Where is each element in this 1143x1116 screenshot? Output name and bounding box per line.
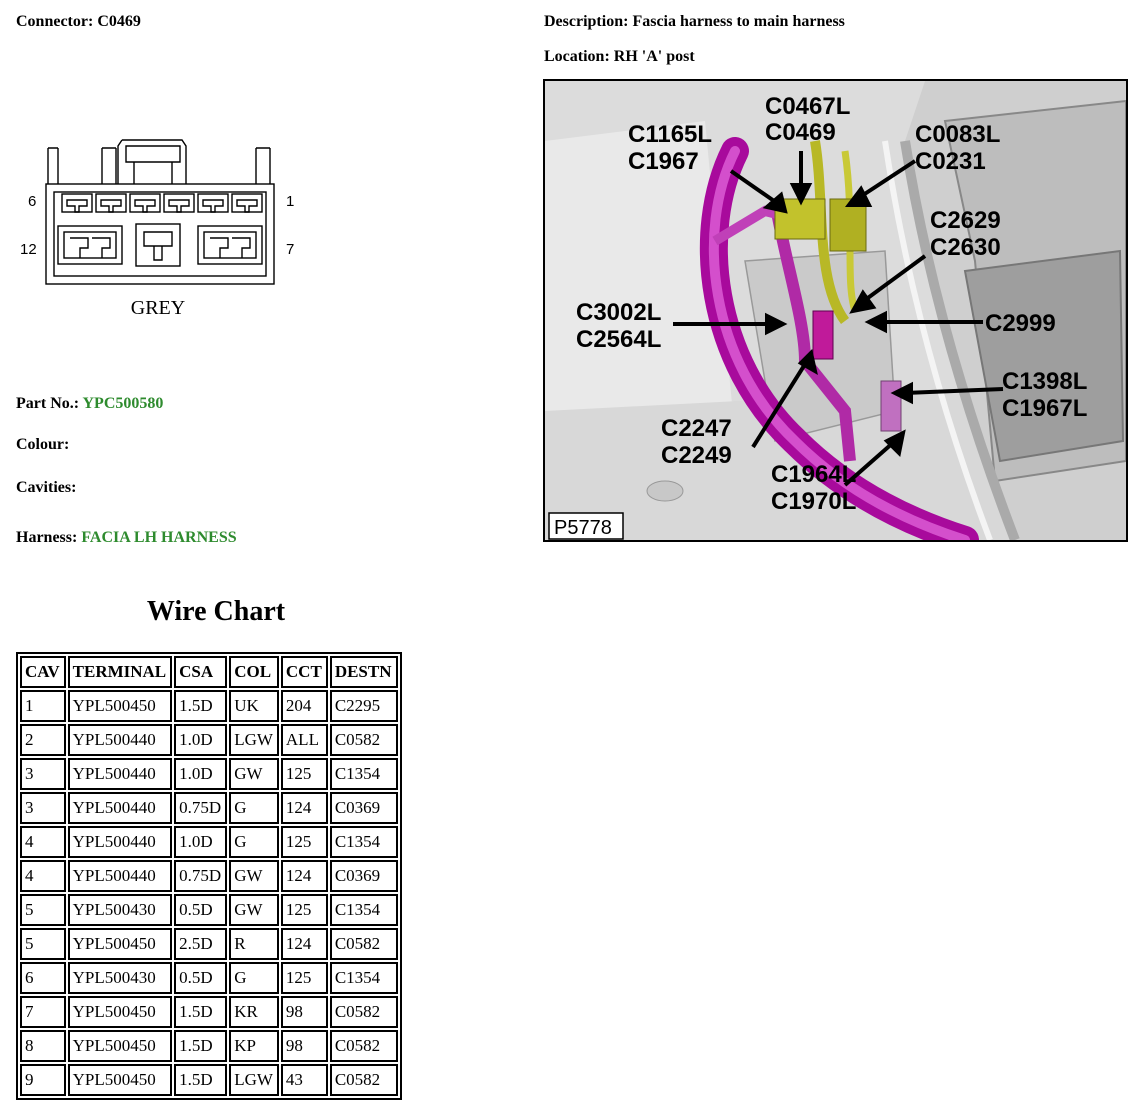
- cell-col: KP: [229, 1030, 279, 1062]
- cell-destn: C0582: [330, 928, 398, 960]
- wire-chart-table: [16, 652, 402, 1100]
- cell-cct: 125: [281, 758, 328, 790]
- cell-csa: 1.5D: [174, 690, 227, 722]
- cell-terminal: YPL500430: [68, 962, 173, 994]
- callout-c1165l: C1165L: [628, 121, 713, 148]
- cell-cav: 6: [20, 962, 66, 994]
- column-header-terminal: TERMINAL: [68, 656, 173, 688]
- wire-chart-body: [20, 690, 398, 1096]
- cell-destn: C2295: [330, 690, 398, 722]
- cell-destn: C0582: [330, 1064, 398, 1096]
- cell-csa: 0.75D: [174, 792, 227, 824]
- cell-col: GW: [229, 758, 279, 790]
- cell-cct: 43: [281, 1064, 328, 1096]
- location-heading: [544, 48, 695, 66]
- harness-row: [16, 529, 237, 547]
- callout-c1398l: C1398L: [1002, 368, 1088, 395]
- pin-label-12: 12: [20, 241, 37, 258]
- cell-destn: C1354: [330, 894, 398, 926]
- table-row: [20, 996, 398, 1028]
- harness-value: FACIA LH HARNESS: [81, 529, 237, 546]
- callout-c1970l: C1970L: [771, 488, 857, 515]
- cell-csa: 1.5D: [174, 996, 227, 1028]
- connector-id: C0469: [97, 13, 141, 30]
- cell-cav: 8: [20, 1030, 66, 1062]
- colour-label: Colour:: [16, 436, 70, 453]
- cell-cav: 4: [20, 860, 66, 892]
- cell-cct: 204: [281, 690, 328, 722]
- cell-csa: 1.0D: [174, 758, 227, 790]
- callout-c2249: C2249: [661, 442, 732, 469]
- part-no-row: [16, 395, 163, 413]
- column-header-col: COL: [229, 656, 279, 688]
- callout-c2564l: C2564L: [576, 326, 662, 353]
- table-row: [20, 792, 398, 824]
- cell-col: LGW: [229, 724, 279, 756]
- cell-cct: 125: [281, 826, 328, 858]
- cell-cav: 3: [20, 758, 66, 790]
- cell-terminal: YPL500440: [68, 792, 173, 824]
- callout-c3002l: C3002L: [576, 299, 662, 326]
- callout-c0467l: C0467L: [765, 93, 851, 120]
- cell-col: GW: [229, 894, 279, 926]
- cell-cav: 1: [20, 690, 66, 722]
- table-row: [20, 826, 398, 858]
- table-row: [20, 860, 398, 892]
- cell-cav: 5: [20, 928, 66, 960]
- cell-csa: 0.5D: [174, 962, 227, 994]
- cell-terminal: YPL500440: [68, 758, 173, 790]
- cell-col: UK: [229, 690, 279, 722]
- pin-label-7: 7: [286, 241, 295, 258]
- table-row: [20, 894, 398, 926]
- cell-col: G: [229, 792, 279, 824]
- cell-cct: ALL: [281, 724, 328, 756]
- cell-col: G: [229, 962, 279, 994]
- cell-col: LGW: [229, 1064, 279, 1096]
- connector-face-diagram: [14, 132, 304, 322]
- harness-label: Harness:: [16, 529, 78, 546]
- callout-c1967l: C1967L: [1002, 395, 1088, 422]
- cell-cav: 5: [20, 894, 66, 926]
- cell-csa: 2.5D: [174, 928, 227, 960]
- cell-terminal: YPL500440: [68, 860, 173, 892]
- cell-cct: 98: [281, 1030, 328, 1062]
- cell-csa: 1.0D: [174, 826, 227, 858]
- cell-terminal: YPL500430: [68, 894, 173, 926]
- cell-csa: 1.5D: [174, 1064, 227, 1096]
- cell-destn: C0582: [330, 724, 398, 756]
- cell-cav: 3: [20, 792, 66, 824]
- cell-cct: 124: [281, 928, 328, 960]
- pin-label-1: 1: [286, 193, 295, 210]
- cell-cav: 7: [20, 996, 66, 1028]
- cell-cct: 124: [281, 860, 328, 892]
- cavities-label: Cavities:: [16, 479, 77, 496]
- description-heading: [544, 13, 845, 31]
- callout-c2630: C2630: [930, 234, 1001, 261]
- cell-destn: C1354: [330, 962, 398, 994]
- cell-destn: C1354: [330, 826, 398, 858]
- cell-cct: 125: [281, 962, 328, 994]
- callout-c0469: C0469: [765, 119, 836, 146]
- location-value: RH 'A' post: [613, 48, 695, 65]
- table-row: [20, 690, 398, 722]
- table-row: [20, 724, 398, 756]
- cell-csa: 0.75D: [174, 860, 227, 892]
- callout-c0083l: C0083L: [915, 121, 1001, 148]
- cell-cct: 124: [281, 792, 328, 824]
- cell-terminal: YPL500450: [68, 996, 173, 1028]
- cell-terminal: YPL500450: [68, 1030, 173, 1062]
- cell-cav: 4: [20, 826, 66, 858]
- cell-destn: C0582: [330, 1030, 398, 1062]
- callout-c1967: C1967: [628, 148, 699, 175]
- location-illustration: [543, 79, 1128, 542]
- wire-chart-header-row: [20, 656, 398, 688]
- table-row: [20, 758, 398, 790]
- column-header-cct: CCT: [281, 656, 328, 688]
- cell-terminal: YPL500440: [68, 826, 173, 858]
- description-value: Fascia harness to main harness: [632, 13, 845, 30]
- cell-cct: 125: [281, 894, 328, 926]
- description-label: Description:: [544, 13, 629, 30]
- cell-col: G: [229, 826, 279, 858]
- column-header-csa: CSA: [174, 656, 227, 688]
- table-row: [20, 1030, 398, 1062]
- cell-cav: 2: [20, 724, 66, 756]
- cell-terminal: YPL500450: [68, 690, 173, 722]
- cell-destn: C1354: [330, 758, 398, 790]
- connector-colour-text: GREY: [130, 297, 186, 319]
- column-header-cav: CAV: [20, 656, 66, 688]
- cell-csa: 1.0D: [174, 724, 227, 756]
- cell-col: GW: [229, 860, 279, 892]
- cell-cct: 98: [281, 996, 328, 1028]
- cell-destn: C0369: [330, 860, 398, 892]
- column-header-destn: DESTN: [330, 656, 398, 688]
- cell-csa: 1.5D: [174, 1030, 227, 1062]
- cell-terminal: YPL500450: [68, 928, 173, 960]
- cell-col: KR: [229, 996, 279, 1028]
- part-no-value: YPC500580: [82, 395, 164, 412]
- cell-csa: 0.5D: [174, 894, 227, 926]
- callout-c2247: C2247: [661, 415, 732, 442]
- cell-terminal: YPL500450: [68, 1064, 173, 1096]
- callout-c0231: C0231: [915, 148, 986, 175]
- cell-destn: C0369: [330, 792, 398, 824]
- table-row: [20, 928, 398, 960]
- callout-c1964l: C1964L: [771, 461, 857, 488]
- table-row: [20, 1064, 398, 1096]
- callout-c2999: C2999: [985, 310, 1056, 337]
- table-row: [20, 962, 398, 994]
- connector-heading: [16, 13, 141, 31]
- cell-terminal: YPL500440: [68, 724, 173, 756]
- pin-label-6: 6: [28, 193, 37, 210]
- figure-id: P5778: [554, 517, 612, 539]
- cell-destn: C0582: [330, 996, 398, 1028]
- connector-label: Connector:: [16, 13, 94, 30]
- callout-c2629: C2629: [930, 207, 1001, 234]
- wire-chart-title: Wire Chart: [146, 596, 286, 627]
- cell-cav: 9: [20, 1064, 66, 1096]
- part-no-label: Part No.:: [16, 395, 80, 412]
- location-label: Location:: [544, 48, 610, 65]
- cell-col: R: [229, 928, 279, 960]
